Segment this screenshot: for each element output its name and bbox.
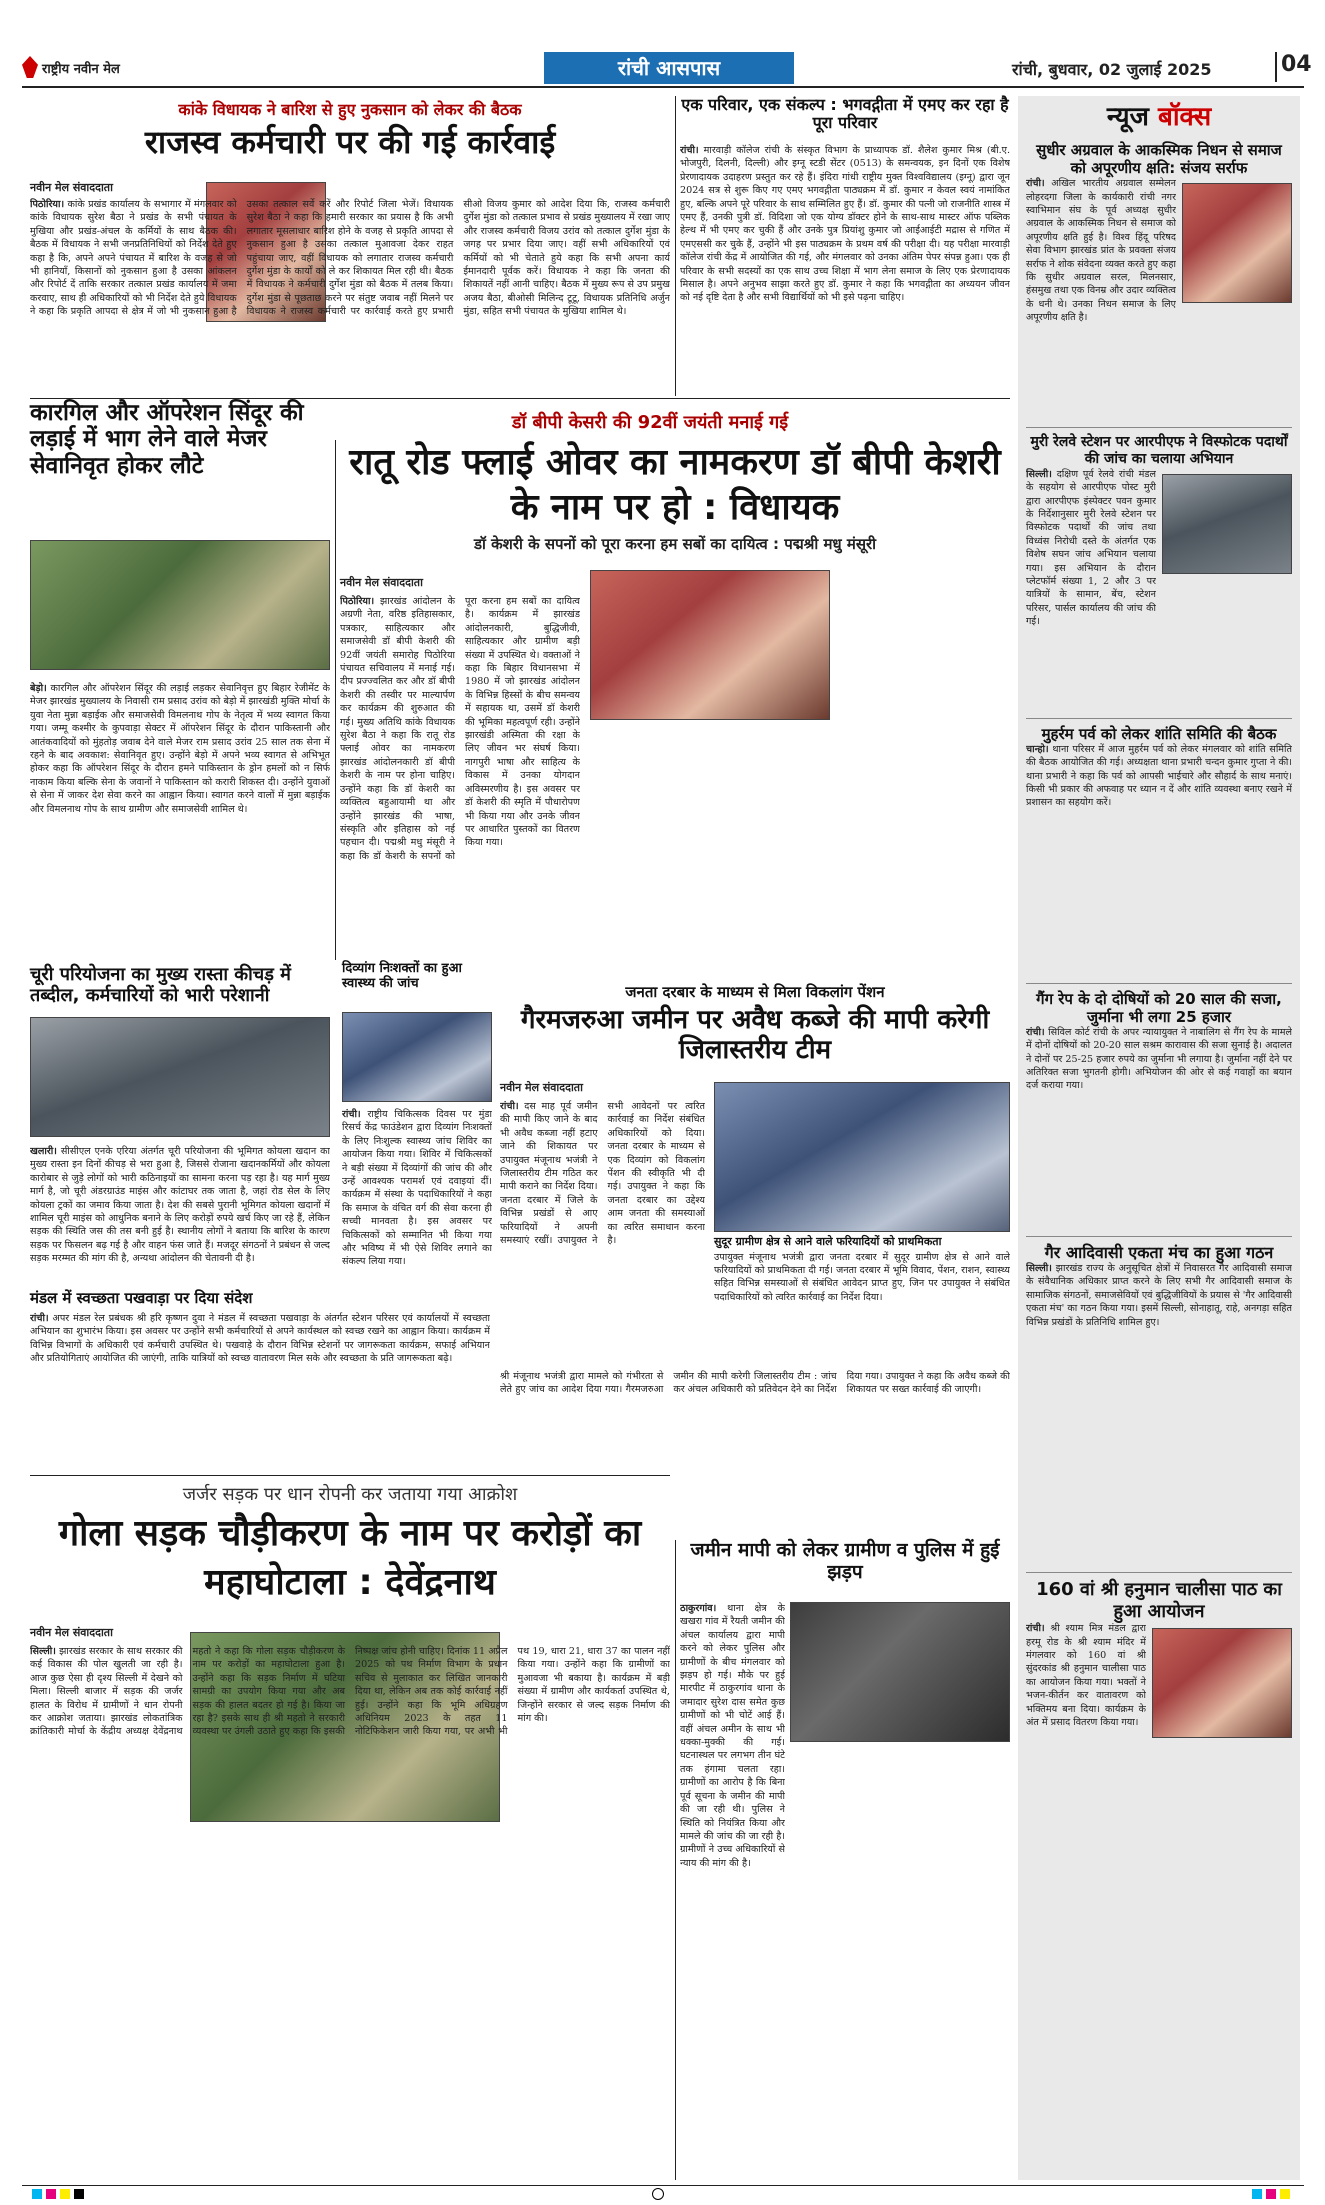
sidebar-item-paragraph: अखिल भारतीय अग्रवाल सम्मेलन लोहरदगा जिला के कार्यकारी रांची नगर स्वाभिमान संघ के पूर्व अध्यक्ष सुधीर अग्रवाल के आकस्मिक निधन से समाज को अपूरणीय क्षति हुई है। विश्व हिंदू परिषद सेवा विभाग झारखंड प्रांत के प्रवक्ता संजय सर्राफ ने शोक संवेदना व्यक्त करते हुए कहा कि सुधीर अग्रवाल सरल, मिलनसार, हंसमुख तथा एक विनम्र और उदार व्यक्तित्व के धनी थे। उनका निधन समाज के लिए अपूरणीय क्षति है। [1026, 178, 1176, 324]
sidebar-item-headline: मुरी रेलवे स्टेशन पर आरपीएफ ने विस्फोटक पदार्थों की जांच का चलाया अभियान [1030, 434, 1288, 467]
sidebar-item [1026, 718, 1292, 973]
kesari-place: पिठोरिया। [340, 596, 375, 607]
color-swatch [32, 2189, 42, 2199]
lead-kicker: कांके विधायक ने बारिश से हुए नुकसान को लेकर की बैठक [178, 100, 522, 119]
color-swatch [1266, 2189, 1276, 2199]
footer-bar [22, 2185, 1304, 2199]
mandal-paragraph: अपर मंडल रेल प्रबंधक श्री हरि कृष्णन दुवा ने मंडल में स्वच्छता पखवाड़ा के अंतर्गत स्टेशन परिसर एवं कार्यालयों में स्वच्छता अभियान का शुभारंभ किया। इस अवसर पर उन्होंने सभी कर्मचारियों से अपने कार्यस्थल को स्वच्छ रखने का आह्वान किया। कार्यक्रम में विभिन्न विभागों के अधिकारी एवं कर्मचारी उपस्थित थे। पखवाड़े के दौरान विभिन्न स्टेशनों पर जागरूकता कार्यक्रम, सफाई अभियान और प्रतियोगिताएं आयोजित की जाएंगी, ताकि यात्रियों को स्वच्छ वातावरण मिल सके और स्वच्छता के प्रति जागरूकता बढ़े। [30, 1313, 490, 1365]
kargil-headline: कारगिल और ऑपरेशन सिंदूर की लड़ाई में भाग लेने वाले मेजर सेवानिवृत होकर लौटे [30, 400, 304, 479]
sidebar-item-text [1026, 468, 1156, 708]
sidebar-item-paragraph: थाना परिसर में आज मुहर्रम पर्व को लेकर मंगलवार को शांति समिति की बैठक आयोजित की गई। अध्यक्षता थाना प्रभारी चन्दन कुमार गुप्ता ने की। थाना प्रभारी ने कहा कि पर्व को आपसी भाईचारे और सौहार्द के साथ मनाएं। किसी भी प्रकार की अफवाह पर ध्यान न दें और शांति व्यवस्था बनाए रखने में प्रशासन का सहयोग करें। [1026, 743, 1292, 809]
jantadarbar-kicker: जनता दरबार के माध्यम से मिला विकलांग पेंशन [625, 983, 885, 1001]
sidebar-item-text [1026, 177, 1176, 417]
kargil-story [30, 400, 330, 960]
jamin-headline: जमीन मापी को लेकर ग्रामीण व पुलिस में हुई झड़प [690, 1539, 1000, 1583]
sidebar-title-b: बॉक्स [1157, 102, 1212, 132]
sidebar-item [1026, 983, 1292, 1226]
jantadarbar-right-text: श्री मंजूनाथ भजंत्री द्वारा मामले को गंभीरता से लेते हुए जांच का आदेश दिया गया। गैरमजरुआ जमीन की मापी करेगी जिलास्तरीय टीम : जांच कर अंचल अधिकारी को प्रतिवेदन देने का निर्देश दिया गया। उपायुक्त ने कहा कि अवैध कब्जे की शिकायत पर सख्त कार्रवाई की जाएगी। [500, 1371, 1010, 1396]
sidebar-item-headline: गैर आदिवासी एकता मंच का हुआ गठन [1044, 1242, 1274, 1262]
road-place: खलारी। [30, 1146, 57, 1157]
column-rule [675, 96, 676, 396]
mandal-place: रांची। [30, 1313, 49, 1324]
gola-place: सिल्ली। [30, 1646, 56, 1657]
brand-mark-icon [22, 56, 38, 78]
sidebar-item-photo [1182, 183, 1292, 303]
sidebar-item [1026, 1572, 1292, 1922]
sidebar-item-headline: 160 वां श्री हनुमान चालीसा पाठ का हुआ आयोजन [1036, 1578, 1282, 1622]
sidebar-item-photo [1162, 474, 1292, 574]
news-box-sidebar [1018, 96, 1300, 2180]
gola-headline: गोला सड़क चौड़ीकरण के नाम पर करोड़ों का महाघोटाला : देवेंद्रनाथ [58, 1513, 642, 1603]
sidebar-item-place: सिल्ली। [1026, 468, 1052, 480]
sidebar-title [1026, 102, 1292, 133]
sidebar-item-paragraph: झारखंड राज्य के अनुसूचित क्षेत्रों में निवासरत गैर आदिवासी समाज के संवैधानिक अधिकार प्राप्त करने के लिए सभी गैर आदिवासी समाज के सामाजिक संगठनों, समाजसेवियों एवं बुद्धिजीवियों के प्रयास से 'गैर आदिवासी एकता मंच' का गठन किया गया। इसमें सिल्ली, सोनाहातू, राहे, अनगड़ा सहित विभिन्न प्रखंडों के प्रतिनिधि शामिल हुए। [1026, 1262, 1292, 1328]
disabled-place: रांची। [342, 1109, 361, 1120]
jantadarbar-caption-box [714, 1236, 1010, 1360]
kesari-headline: रातू रोड फ्लाई ओवर का नामकरण डॉ बीपी केशरी के नाम पर हो : विधायक [349, 442, 1001, 528]
lead-place: पिठोरिया। [30, 199, 65, 210]
gola-paragraph: झारखंड सरकार के साथ सरकार की कई विकास की पोल खुलती जा रही है। आज कुछ ऐसा ही दृश्य सिल्ली में देखने को मिला। सिल्ली बाजार में सड़क की जर्जर हालत के विरोध में ग्रामीणों ने धान रोपनी कर आक्रोश जताया। झारखंड लोकतांत्रिक क्रांतिकारी मोर्चा के केंद्रीय अध्यक्ष देवेंद्रनाथ महतो ने कहा कि गोला सड़क चौड़ीकरण के नाम पर करोड़ों का महाघोटाला हुआ है। उन्होंने कहा कि सड़क निर्माण में घटिया सामग्री का उपयोग किया गया और अब सड़क की हालत बदतर हो गई है। किया जा रहा है? इसके साथ ही श्री महतो ने सरकारी व्यवस्था पर उंगली उठाते हुए कहा कि इसकी निष्पक्ष जांच होनी चाहिए। दिनांक 11 अप्रैल 2025 को पथ निर्माण विभाग के प्रधान सचिव से मुलाकात कर लिखित जानकारी दिया था, लेकिन अब तक कोई कार्रवाई नहीं हुई। उन्होंने कहा कि भूमि अधिग्रहण अधिनियम 2023 के तहत 11 नोटिफिकेशन जारी किया गया, पर अभी भी पथ 19, धारा 21, धारा 37 का पालन नहीं किया गया। उन्होंने कहा कि ग्रामीणों का मुआवजा भी बकाया है। कार्यक्रम में बड़ी संख्या में ग्रामीण और कार्यकर्ता उपस्थित थे, जिन्होंने सरकार से जल्द सड़क निर्माण की मांग की। [30, 1646, 670, 1738]
lead-headline: राजस्व कर्मचारी पर की गई कार्रवाई [144, 123, 556, 161]
column-rule [335, 440, 336, 960]
sidebar-item-place: सिल्ली। [1026, 1262, 1052, 1274]
sidebar-item-paragraph: श्री श्याम मित्र मंडल द्वारा हरमू रोड के श्री श्याम मंदिर में मंगलवार को 160 वां श्री सुंदरकांड श्री हनुमान चालीसा पाठ का आयोजन किया गया। भक्तों ने भजन-कीर्तन कर वातावरण को भक्तिमय बना दिया। कार्यक्रम के अंत में प्रसाद वितरण किया गया। [1026, 1623, 1146, 1728]
gola-story [30, 1510, 670, 2180]
lead-paragraph: कांके प्रखंड कार्यालय के सभागार में मंगलवार को कांके विधायक सुरेश बैठा ने प्रखंड के सभी पंचायत के मुखिया और प्रखंड-अंचल के कर्मियों के साथ बैठक की। बैठक में विधायक ने सभी जनप्रतिनिधियों को निर्देश देते हुए कहा है कि, अपने अपने पंचायत में बारिश के वजह से जो भी हानियाँ, किसानों को नुकसान हुआ है उसका आंकलन और रिपोर्ट दें ताकि सरकार तत्काल प्रखंड कार्यालय में जमा करवाए, साथ ही अधिकारियों को भी निर्देश देते हुये विधायक ने कहा कि प्रकृति आपदा से क्षेत्र में जो भी नुकसान हुआ है उसका तत्काल सर्वे करें और रिपोर्ट जिला भेजें। विधायक सुरेश बैठा ने कहा कि हमारी सरकार का प्रयास है कि अभी लगातार मूसलाधार बारिश होने के वजह से प्रकृति आपदा से नुकसान हुआ है उसका तत्काल मुआवजा देकर राहत पहुंचाया जाए, वहीं विधायक को लगातार राजस्व कर्मचारी दुर्गेश मुंडा के कार्यों को ले कर शिकायत मिल रही थी। बैठक में विधायक ने कर्मचारी दुर्गेश मुंडा को बैठक में तलब किया। दुर्गेश मुंडा से पूछताछ करने पर संतुष्ट जवाब नहीं मिलने पर विधायक ने राजस्व कर्मचारी पर कार्रवाई करते हुए प्रभारी सीओ विजय कुमार को आदेश दिया कि, राजस्व कर्मचारी दुर्गेश मुंडा को तत्काल प्रभाव से प्रखंड मुख्यालय में रखा जाए और राजस्व कर्मचारी विजय उरांव को तत्काल दुर्गेश मुंडा के जगह पर प्रभार दिया जाए। वहीं सभी अधिकारियों एवं कर्मियों को भी चेताते हुये कहा कि सभी अपना कार्य ईमानदारी पूर्वक करें। विधायक ने कहा कि जनता की शिकायतें नहीं आनी चाहिए। बैठक में मुख्य रूप से उप प्रमुख अजय बैठा, बीओसी मिलिन्द टूटू, विधायक प्रतिनिधि अर्जुन मुंडा, सहित सभी पंचायत के मुखिया शामिल थे। [30, 199, 670, 318]
jamin-paragraph: थाना क्षेत्र के खखरा गांव में रैयती जमीन की अंचल कार्यालय द्वारा मापी करने को लेकर पुलिस और ग्रामीणों के बीच मंगलवार को झड़प हो गई। मौके पर हुई मारपीट में ठाकुरगांव थाना के जमादार सुरेश दास समेत कुछ ग्रामीणों को भी चोटें आई हैं। वहीं अंचल अमीन के साथ भी धक्का-मुक्की की गई। घटनास्थल पर लगभग तीन घंटे तक हंगामा चलता रहा। ग्रामीणों का आरोप है कि बिना पूर्व सूचना के जमीन की मापी की जा रही थी। पुलिस ने स्थिति को नियंत्रित किया और मामले की जांच की जा रही है। ग्रामीणों ने उच्च अधिकारियों से न्याय की मांग की है। [680, 1603, 785, 1869]
dateline: रांची, बुधवार, 02 जुलाई 2025 [1012, 60, 1212, 79]
color-swatch [1252, 2189, 1262, 2199]
color-swatch [74, 2189, 84, 2199]
sidebar-item-paragraph: दक्षिण पूर्व रेलवे रांची मंडल के सहयोग से आरपीएफ पोस्ट मुरी द्वारा आरपीएफ इंस्पेक्टर पवन कुमार के निर्देशानुसार मुरी रेलवे स्टेशन पर विस्फोटक पदार्थों की जांच तथा विध्वंस निरोधी दस्ते के अंतर्गत एक विशेष सघन जांच अभियान चलाया गया। इस अभियान के दौरान प्लेटफॉर्म संख्या 1, 2 और 3 पर यात्रियों के सामान, बेंच, स्टेशन परिसर, पार्सल कार्यालय की जांच की गई। [1026, 468, 1156, 628]
mandal-headline: मंडल में स्वच्छता पखवाड़ा पर दिया संदेश [30, 1289, 253, 1307]
sidebar-item-place: रांची। [1026, 1026, 1045, 1038]
gita-paragraph: मारवाड़ी कॉलेज रांची के संस्कृत विभाग के प्राध्यापक डॉ. शैलेश कुमार मिश्र (बी.ए. भोजपुरी, दिलनी, दिल्ली) और इग्नू स्टडी सेंटर (0513) के समन्वयक, इन दिनों एक विशेष प्रेरणादायक उदाहरण प्रस्तुत कर रहे हैं। इंदिरा गांधी राष्ट्रीय मुक्त विश्वविद्यालय (इग्नू) द्वारा जून 2024 सत्र से शुरू किए गए एमए भगवद्गीता पाठ्यक्रम में डॉ. कुमार न केवल स्वयं नामांकित हुए, बल्कि अपने पूरे परिवार के साथ सम्मिलित हुए हैं। डॉ. कुमार की पत्नी जो राजनीति शास्त्र में एमए हैं, उनकी पुत्री डॉ. विदिशा जो एक योग्य डॉक्टर होने के साथ-साथ मास्टर ऑफ पब्लिक हेल्थ में भी एमए कर चुकी हैं और उनके पुत्र प्रियांशु कुमार जो आईआईटी मद्रास से गणित में एमएससी कर चुके हैं, उन्होंने भी इस पाठ्यक्रम के प्रथम वर्ष की परीक्षा दी। यह परीक्षा मारवाड़ी कॉलेज रांची केंद्र में आयोजित की गई, और मंगलवार को उनका अंतिम पेपर संपन्न हुआ। एक ही परिवार के सभी सदस्यों का एक साथ उच्च शिक्षा में भाग लेना समाज के लिए एक प्रेरणादायक मिसाल है। अपने अनुभव साझा करते हुए डॉ. कुमार ने कहा कि भगवद्गीता का अध्ययन जीवन को नई दृष्टि देता है और सभी विद्यार्थियों को भी इसे पढ़ना चाहिए। [680, 145, 1010, 304]
sidebar-item-text [1026, 1622, 1146, 1922]
kesari-text-left [340, 595, 580, 960]
jantadarbar-headline: गैरमजरुआ जमीन पर अवैध कब्जे की मापी करेगी जिलास्तरीय टीम [520, 1005, 990, 1065]
road-photo [30, 1017, 330, 1137]
sidebar-item-paragraph: सिविल कोर्ट रांची के अपर न्यायायुक्त ने नाबालिग से गैंग रेप के मामले में दोनों दोषियों को 20-20 साल सश्रम कारावास की सजा सुनाई है। अदालत ने दोनों पर 25-25 हजार रुपये का जुर्माना भी लगाया है। जुर्माना नहीं देने पर अतिरिक्त सजा भुगतनी होगी। अभियोजन की ओर से कई गवाहों का बयान दर्ज कराया गया। [1026, 1026, 1292, 1092]
section-rule [30, 398, 1010, 399]
kargil-paragraph: कारगिल और ऑपरेशन सिंदूर की लड़ाई लड़कर सेवानिवृत्त हुए बिहार रेजीमेंट के मेजर झारखंड मुख्यालय के निवासी राम प्रसाद उरांव को बेड़ो में झारखंडी मुक्ति मोर्चा के युवा नेता मुन्ना बड़ाईक और समाजसेवी विमलनाथ गोप के नेतृत्व में भव्य स्वागत किया गया। जम्मू कश्मीर के कुपवाड़ा सेक्टर में ऑपरेशन सिंदूर के दौरान पाकिस्तानी और आतंकवादियों को मुंहतोड़ जवाब देने वाले मेजर राम प्रसाद उरांव 25 साल तक सेना में रहने के बाद अवकाश: सेवानिवृत हुए। उन्होंने बेड़ो में अपने भव्य स्वागत से अभिभूत होकर कहा कि ऑपरेशन सिंदूर के दौरान हमने पाकिस्तान के ड्रोन हमलों को न सिर्फ नाकाम किया बल्कि सेना के जवानों ने पाकिस्तान को करारी शिकस्त दी। उन्होंने युवाओं से सेना में जाकर देश सेवा करने का आह्वान किया। स्वागत करने वालों में मुन्ना बड़ाईक और विमलनाथ गोप के साथ ग्रामीण और समाजसेवी शामिल थे। [30, 683, 330, 815]
lead-byline: नवीन मेल संवाददाता [30, 181, 113, 194]
registration-mark-icon [652, 2188, 664, 2200]
disabled-paragraph: राष्ट्रीय चिकित्सक दिवस पर मुंडा रिसर्च केंद्र फाउंडेशन द्वारा दिव्यांग निःशक्तों के लिए निःशुल्क स्वास्थ्य जांच शिविर का आयोजन किया गया। शिविर में चिकित्सकों ने बड़ी संख्या में दिव्यांगों की जांच की और उन्हें आवश्यक परामर्श एवं दवाइयां दीं। कार्यक्रम में संस्था के पदाधिकारियों ने कहा कि समाज के वंचित वर्ग की सेवा करना ही सच्ची मानवता है। इस अवसर पर चिकित्सकों को सम्मानित भी किया गया और भविष्य में भी ऐसे शिविर लगाने का संकल्प लिया गया। [342, 1109, 492, 1268]
jamin-story [680, 1540, 1010, 2180]
color-swatch [1280, 2189, 1290, 2199]
road-paragraph: सीसीएल एनके एरिया अंतर्गत चूरी परियोजना की भूमिगत कोयला खदान का मुख्य रास्ता इन दिनों कीचड़ से भरा हुआ है, जिससे रोजाना खदानकर्मियों और कोयला कारोबार से जुड़े लोगों को भारी कठिनाइयों का सामना करना पड़ रहा है। यह मार्ग मुख्य मार्ग है, जो चूरी अंडरग्राउंड माइंस और कांटाघर तक जाता है, जहां रोड सेल के लिए कोयला ट्रकों का जमाव किया जाता है। देश की सबसे पुरानी भूमिगत कोयला खदानों में शामिल चूरी माइंस को आधुनिक बनाने के लिए करोड़ों रुपये खर्च किए जा रहे हैं, लेकिन सड़क की स्थिति जस की तस बनी हुई है। स्थानीय लोगों ने बताया कि बारिश के कारण सड़क पर फिसलन बढ़ गई है और वाहन फंस जाते हैं। मजदूर संगठनों ने प्रबंधन से जल्द सड़क मरम्मत की मांग की है, अन्यथा आंदोलन की चेतावनी दी है। [30, 1146, 330, 1265]
disabled-story [342, 962, 492, 1282]
gita-headline: एक परिवार, एक संकल्प : भगवद्गीता में एमए कर रहा है पूरा परिवार [681, 95, 1009, 133]
gita-story [680, 96, 1010, 396]
sidebar-item-headline: गैंग रेप के दो दोषियों को 20 साल की सजा, जुर्माना भी लगा 25 हजार [1036, 989, 1282, 1026]
jamin-text [680, 1602, 785, 2180]
kesari-kicker: डॉ बीपी केसरी की 92वीं जयंती मनाई गई [511, 412, 789, 433]
sidebar-item-place: रांची। [1026, 1623, 1045, 1635]
disabled-text [342, 1108, 492, 1282]
jantadarbar-photo-caption: सुदूर ग्रामीण क्षेत्र से आने वाले फरियादियों को प्राथमिकता [714, 1235, 942, 1248]
sidebar-item [1026, 1236, 1292, 1562]
mandal-story [30, 1290, 490, 1465]
sidebar-item-photo [1152, 1628, 1292, 1738]
gola-byline: नवीन मेल संवाददाता [30, 1626, 113, 1639]
kesari-story [340, 440, 1010, 960]
kesari-paragraph: झारखंड आंदोलन के अग्रणी नेता, वरिष्ठ इतिहासकार, पत्रकार, साहित्यकार और समाजसेवी डॉ बीपी केशरी की 92वीं जयंती समारोह पिठोरिया पंचायत सचिवालय में मनाई गई। दीप प्रज्ज्वलित कर और डॉ बीपी केशरी की तस्वीर पर माल्यार्पण कर कार्यक्रम की शुरुआत की गई। मुख्य अतिथि कांके विधायक सुरेश बैठा ने कहा कि रातू रोड फ्लाई ओवर का नामकरण झारखंड आंदोलनकारी डॉ बीपी केशरी के नाम पर होना चाहिए। उन्होंने कहा कि डॉ केशरी का व्यक्तित्व बहुआयामी था और उन्होंने झारखंड की भाषा, संस्कृति और इतिहास को नई पहचान दी। पद्मश्री मधु मंसूरी ने कहा कि डॉ केशरी के सपनों को पूरा करना हम सबों का दायित्व है। कार्यक्रम में झारखंड आंदोलनकारी, बुद्धिजीवी, साहित्यकार और ग्रामीण बड़ी संख्या में उपस्थित थे। वक्ताओं ने कहा कि बिहार विधानसभा में 1980 में जो झारखंड आंदोलन के विभिन्न हिस्सों के बीच समन्वय में सहायक था, उसमें डॉ केशरी की भूमिका महत्वपूर्ण रही। उन्होंने झारखंडी अस्मिता की रक्षा के लिए जीवन भर संघर्ष किया। नागपुरी भाषा और साहित्य के विकास में उनका योगदान अविस्मरणीय है। इस अवसर पर डॉ केशरी की स्मृति में पौधारोपण भी किया गया और उनके जीवन पर आधारित पुस्तकों का वितरण किया गया। [340, 596, 580, 862]
gola-text [30, 1645, 670, 2180]
sidebar-item-place: चान्हो। [1026, 743, 1049, 755]
sidebar-item-headline: सुधीर अग्रवाल के आकस्मिक निधन से समाज को अपूरणीय क्षति: संजय सर्राफ [1036, 141, 1282, 178]
road-story [30, 965, 330, 1280]
brand-logo [22, 54, 172, 84]
kesari-photo [590, 570, 830, 720]
sidebar-item [1026, 141, 1292, 417]
kargil-text [30, 682, 330, 960]
kargil-photo [30, 540, 330, 670]
gita-place: रांची। [680, 145, 699, 156]
section-label [544, 52, 794, 84]
jamin-place: ठाकुरगांव। [680, 1603, 717, 1614]
disabled-headline: दिव्यांग निःशक्तों का हुआ स्वास्थ्य की जांच [342, 961, 462, 991]
sidebar-item-place: रांची। [1026, 178, 1045, 190]
masthead [22, 48, 1312, 88]
color-swatch [60, 2189, 70, 2199]
page-number: 04 [1275, 52, 1305, 82]
jantadarbar-photo [714, 1082, 1010, 1232]
jarjar-kicker: जर्जर सड़क पर धान रोपनी कर जताया गया आक्रोश [182, 1484, 518, 1505]
jamin-photo [790, 1602, 1010, 1742]
color-swatch [46, 2189, 56, 2199]
sidebar-item-text [1026, 1262, 1292, 1562]
gita-text [680, 144, 1010, 394]
jantadarbar-story [500, 982, 1010, 1530]
column-rule [675, 1540, 676, 2180]
jantadarbar-text [500, 1100, 705, 1290]
lead-body [30, 180, 670, 386]
jantadarbar-byline: नवीन मेल संवाददाता [500, 1081, 583, 1094]
sidebar-item-text [1026, 1026, 1292, 1226]
road-headline: चूरी परियोजना का मुख्य रास्ता कीचड़ में तब्दील, कर्मचारियों को भारी परेशानी [30, 964, 291, 1006]
sidebar-title-a: न्यूज [1106, 102, 1158, 132]
disabled-photo [342, 1012, 492, 1102]
mandal-text [30, 1312, 490, 1462]
section-title: रांची आसपास [617, 56, 721, 80]
brand-name: राष्ट्रीय नवीन मेल [42, 62, 120, 77]
sidebar-item-text [1026, 743, 1292, 973]
kesari-byline: नवीन मेल संवाददाता [340, 576, 423, 589]
kargil-place: बेड़ो। [30, 683, 47, 694]
road-text [30, 1145, 330, 1280]
jantadarbar-caption-text: उपायुक्त मंजूनाथ भजंत्री द्वारा जनता दरबार में सुदूर ग्रामीण क्षेत्र से आने वाले फरियादियों को प्राथमिकता दी गई। जनता दरबार में भूमि विवाद, पेंशन, राशन, स्वास्थ्य सहित विभिन्न समस्याओं से संबंधित आवेदन प्राप्त हुए, जिन पर उपायुक्त ने संबंधित पदाधिकारियों को त्वरित कार्रवाई का निर्देश दिया। [714, 1251, 1010, 1303]
section-rule [30, 1475, 670, 1476]
kesari-subhead: डॉ केशरी के सपनों को पूरा करना हम सबों का दायित्व : पद्मश्री मधु मंसूरी [474, 535, 876, 553]
jantadarbar-place: रांची। [500, 1101, 519, 1112]
jantadarbar-paragraph: दस माह पूर्व जमीन की मापी किए जाने के बाद भी अवैध कब्जा नहीं हटाए जाने की शिकायत पर उपायुक्त मंजूनाथ भजंत्री ने जिलास्तरीय टीम गठित कर मापी कराने का निर्देश दिया। जनता दरबार में जिले के विभिन्न प्रखंडों से आए फरियादियों ने अपनी समस्याएं रखीं। उपायुक्त ने सभी आवेदनों पर त्वरित कार्रवाई का निर्देश संबंधित अधिकारियों को दिया। जनता दरबार के माध्यम से एक दिव्यांग को विकलांग पेंशन की स्वीकृति भी दी गई। उपायुक्त ने कहा कि जनता दरबार का उद्देश्य आम जनता की समस्याओं का त्वरित समाधान करना है। [500, 1101, 705, 1247]
lead-text [30, 198, 670, 386]
lead-story [30, 96, 670, 386]
sidebar-item [1026, 427, 1292, 708]
sidebar-item-headline: मुहर्रम पर्व को लेकर शांति समिति की बैठक [1041, 724, 1277, 743]
